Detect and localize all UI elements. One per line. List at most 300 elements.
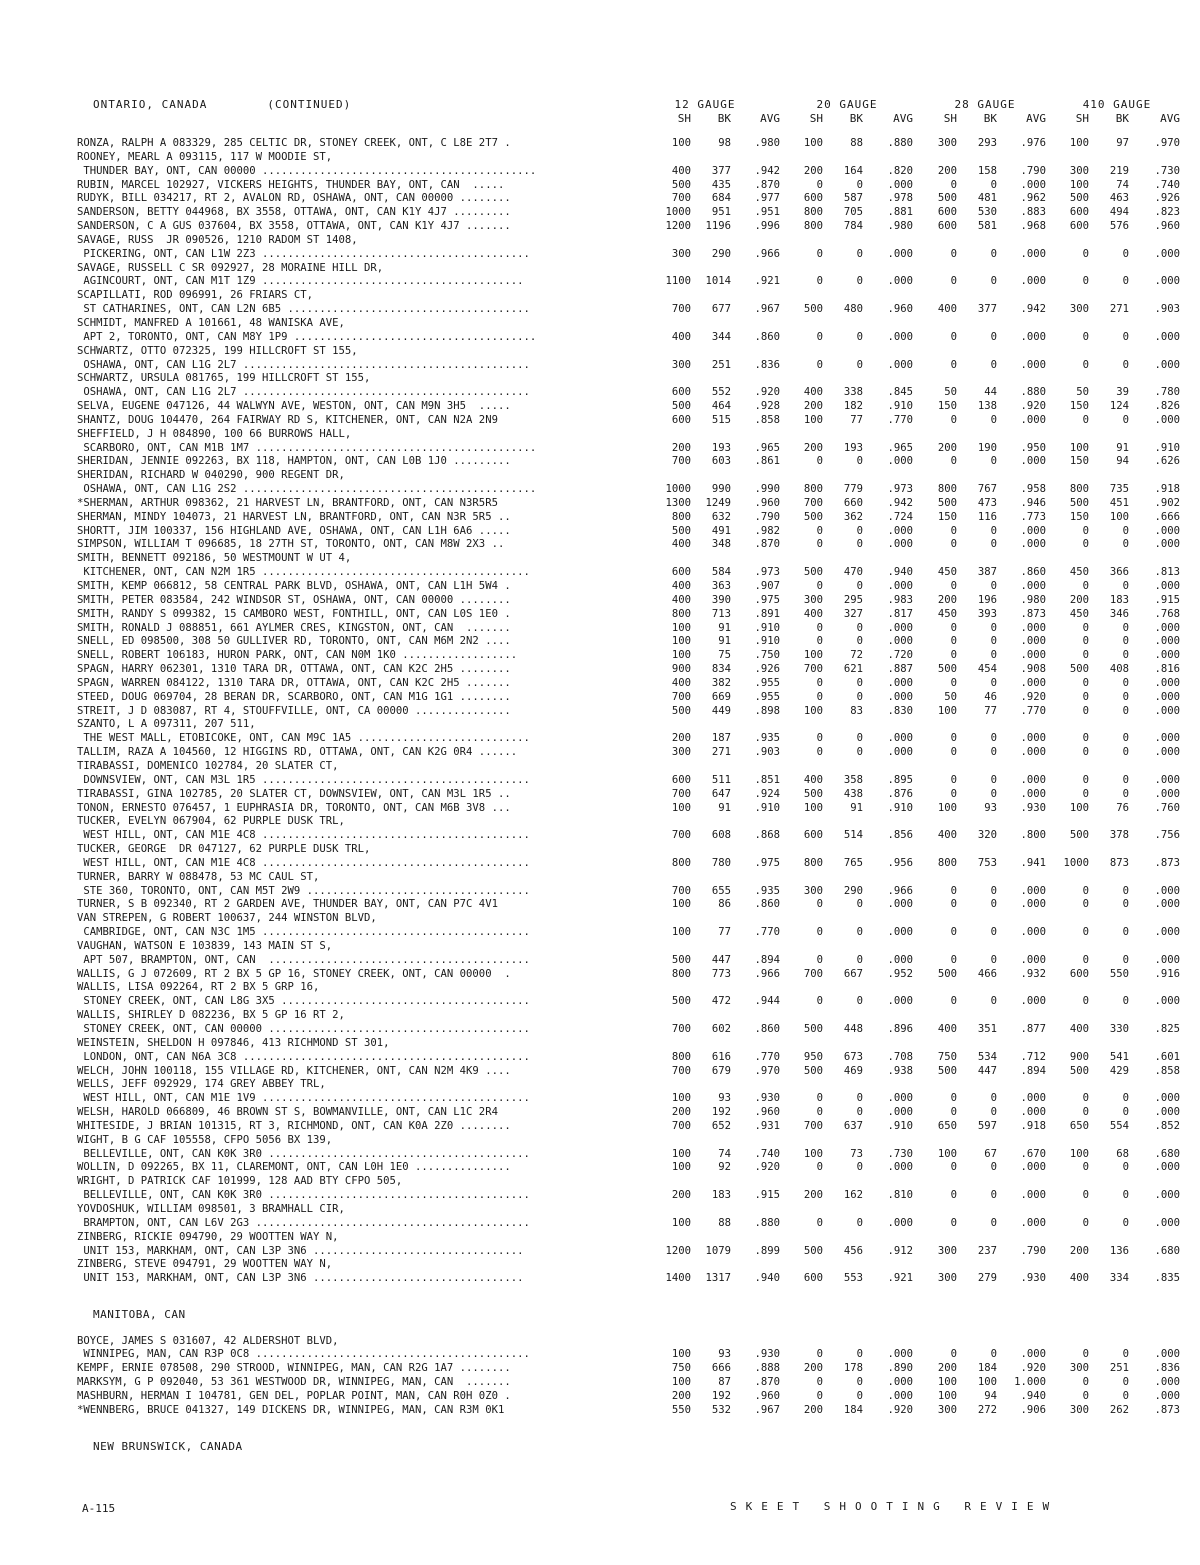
score-cell: .000: [1020, 1348, 1046, 1361]
score-cell: 435: [711, 178, 731, 191]
table-row: [0, 926, 1200, 940]
score-cell: .000: [1154, 538, 1180, 551]
score-cell: 100: [1069, 801, 1089, 814]
score-cell: 92: [718, 1161, 731, 1174]
score-cell: 200: [1069, 593, 1089, 606]
score-cell: .000: [887, 746, 913, 759]
score-cell: .000: [887, 926, 913, 939]
score-cell: .740: [754, 1147, 780, 1160]
score-cell: 100: [671, 137, 691, 149]
score-cell: .000: [1020, 884, 1046, 897]
table-row-name-line: [0, 345, 1200, 359]
shooter-entry-text: TALLIM, RAZA A 104560, 12 HIGGINS RD, OTTAWA, ONT, CAN K2G 0R4 ......: [77, 746, 518, 759]
score-cell: 1400: [665, 1272, 691, 1285]
score-cell: 0: [856, 635, 863, 648]
score-cell: .740: [1154, 178, 1180, 191]
score-cell: 100: [671, 1376, 691, 1389]
score-cell: 94: [1116, 455, 1129, 468]
score-cell: 0: [816, 455, 823, 468]
shooter-entry-text: APT 2, TORONTO, ONT, CAN M8Y 1P9 ......................................: [77, 330, 537, 343]
score-cell: 0: [1122, 995, 1129, 1008]
score-cell: 600: [671, 566, 691, 579]
score-cell: 677: [711, 303, 731, 316]
score-cell: 447: [711, 953, 731, 966]
table-row: [0, 1120, 1200, 1134]
score-cell: .000: [1154, 690, 1180, 703]
score-cell: 200: [803, 441, 823, 454]
shooter-entry-text: TUCKER, EVELYN 067904, 62 PURPLE DUSK TRL,: [77, 815, 345, 828]
table-row: [0, 1106, 1200, 1120]
score-cell: 219: [1109, 164, 1129, 177]
score-cell: .942: [1020, 303, 1046, 316]
region-title: ONTARIO, CANADA: [93, 98, 208, 111]
shooter-entry-text: BOYCE, JAMES S 031607, 42 ALDERSHOT BLVD,: [77, 1334, 339, 1347]
score-cell: .908: [1020, 663, 1046, 676]
column-header-avg: AVG: [1160, 112, 1180, 125]
score-cell: 50: [1076, 386, 1089, 399]
section-title-new-brunswick: NEW BRUNSWICK, CANADA: [93, 1439, 243, 1453]
score-cell: 473: [977, 496, 997, 509]
score-cell: 300: [1069, 1403, 1089, 1416]
score-cell: .860: [754, 330, 780, 343]
score-cell: .000: [1154, 358, 1180, 371]
shooter-entry-text: CAMBRIDGE, ONT, CAN N3C 1M5 ..........................................: [77, 926, 530, 939]
score-cell: 0: [1082, 898, 1089, 911]
score-cell: .902: [1154, 496, 1180, 509]
score-cell: 666: [711, 1362, 731, 1375]
manitoba-shooter-table: [0, 1335, 1200, 1418]
score-cell: .951: [754, 206, 780, 219]
score-cell: .895: [887, 773, 913, 786]
score-cell: 463: [1109, 192, 1129, 205]
score-cell: .816: [1154, 663, 1180, 676]
score-cell: 0: [950, 178, 957, 191]
score-cell: 150: [937, 400, 957, 413]
score-cell: 447: [977, 1064, 997, 1077]
score-cell: .773: [1020, 510, 1046, 523]
score-cell: 334: [1109, 1272, 1129, 1285]
score-cell: 377: [977, 303, 997, 316]
score-cell: .000: [1154, 247, 1180, 260]
score-cell: 75: [718, 649, 731, 662]
score-cell: .910: [1154, 441, 1180, 454]
score-cell: 0: [950, 649, 957, 662]
score-cell: .810: [887, 1189, 913, 1202]
score-cell: 530: [977, 206, 997, 219]
score-cell: .000: [887, 621, 913, 634]
score-cell: 0: [816, 1161, 823, 1174]
score-cell: 800: [671, 607, 691, 620]
score-cell: .730: [887, 1147, 913, 1160]
score-cell: .924: [754, 787, 780, 800]
score-cell: 100: [671, 898, 691, 911]
score-cell: .000: [1154, 1348, 1180, 1361]
score-cell: 500: [671, 178, 691, 191]
score-cell: 0: [1122, 884, 1129, 897]
score-cell: 100: [937, 1389, 957, 1402]
score-cell: .000: [1154, 1216, 1180, 1229]
score-cell: 1014: [705, 275, 731, 288]
score-cell: 300: [937, 1403, 957, 1416]
score-cell: .000: [887, 1216, 913, 1229]
score-cell: .000: [887, 1161, 913, 1174]
score-cell: 0: [990, 649, 997, 662]
score-cell: 400: [803, 386, 823, 399]
score-cell: .968: [1020, 220, 1046, 233]
score-cell: .990: [754, 483, 780, 496]
score-cell: 0: [950, 1106, 957, 1119]
score-cell: 0: [950, 1189, 957, 1202]
score-cell: 1.000: [1014, 1376, 1046, 1389]
score-cell: 68: [1116, 1147, 1129, 1160]
score-cell: 400: [1069, 1023, 1089, 1035]
score-cell: 0: [950, 676, 957, 689]
score-cell: .626: [1154, 455, 1180, 468]
score-cell: 576: [1109, 220, 1129, 233]
score-cell: 300: [671, 746, 691, 759]
score-cell: 196: [977, 593, 997, 606]
score-cell: 100: [671, 649, 691, 662]
score-cell: 700: [671, 1064, 691, 1077]
score-cell: 387: [977, 566, 997, 579]
score-cell: .720: [887, 649, 913, 662]
score-cell: 481: [977, 192, 997, 205]
score-cell: 400: [671, 164, 691, 177]
shooter-entry-text: ZINBERG, RICKIE 094790, 29 WOOTTEN WAY N,: [77, 1230, 339, 1243]
score-cell: 0: [990, 275, 997, 288]
score-cell: 700: [671, 787, 691, 800]
score-cell: .860: [1020, 566, 1046, 579]
score-cell: .823: [1154, 206, 1180, 219]
score-cell: 0: [856, 676, 863, 689]
shooter-entry-text: KEMPF, ERNIE 078508, 290 STROOD, WINNIPEG, MAN, CAN R2G 1A7 ........: [77, 1362, 511, 1375]
shooter-entry-text: SHERIDAN, RICHARD W 040290, 900 REGENT DR,: [77, 469, 345, 482]
score-cell: 100: [671, 1147, 691, 1160]
score-cell: 363: [711, 580, 731, 592]
score-cell: .973: [754, 566, 780, 579]
score-cell: .680: [1154, 1147, 1180, 1160]
score-cell: .870: [754, 1376, 780, 1389]
score-cell: .790: [754, 510, 780, 523]
table-row-name-line: [0, 815, 1200, 829]
score-cell: 91: [850, 801, 863, 814]
score-cell: .926: [1154, 192, 1180, 205]
score-cell: 780: [711, 856, 731, 869]
score-cell: 650: [1069, 1119, 1089, 1132]
score-cell: 514: [843, 829, 863, 842]
section-title-manitoba: MANITOBA, CAN: [93, 1307, 186, 1321]
score-cell: .965: [754, 441, 780, 454]
score-cell: .910: [754, 635, 780, 648]
score-cell: 1079: [705, 1244, 731, 1257]
score-cell: .891: [754, 607, 780, 620]
table-row-name-line: [0, 1231, 1200, 1245]
score-cell: 100: [671, 1161, 691, 1174]
shooter-entry-text: WEINSTEIN, SHELDON H 097846, 413 RICHMOND ST 301,: [77, 1036, 390, 1049]
gauge-heading-12: 12 GAUGE: [674, 98, 736, 111]
score-cell: 0: [1082, 247, 1089, 260]
score-cell: 0: [1082, 358, 1089, 371]
score-cell: .910: [754, 621, 780, 634]
score-cell: .890: [887, 1362, 913, 1375]
shooter-entry-text: SHEFFIELD, J H 084890, 100 66 BURROWS HALL,: [77, 427, 352, 440]
score-cell: 500: [1069, 663, 1089, 676]
score-cell: 500: [671, 953, 691, 966]
score-cell: 0: [816, 330, 823, 343]
score-cell: .980: [1020, 593, 1046, 606]
shooter-entry-text: APT 507, BRAMPTON, ONT, CAN .........................................: [77, 953, 530, 966]
shooter-entry-text: WINNIPEG, MAN, CAN R3P 0C8 ...........................................: [77, 1348, 530, 1361]
score-cell: .931: [754, 1119, 780, 1132]
score-cell: 0: [990, 178, 997, 191]
score-cell: .000: [1020, 676, 1046, 689]
score-cell: .868: [754, 829, 780, 842]
score-cell: .000: [887, 1376, 913, 1389]
score-cell: 187: [711, 732, 731, 745]
score-cell: 655: [711, 884, 731, 897]
table-row: [0, 663, 1200, 677]
score-cell: 100: [803, 413, 823, 426]
score-cell: .724: [887, 510, 913, 523]
score-cell: 765: [843, 856, 863, 869]
score-cell: 200: [803, 1403, 823, 1416]
score-cell: 500: [937, 967, 957, 980]
score-cell: 500: [1069, 829, 1089, 842]
shooter-entry-text: STREIT, J D 083087, RT 4, STOUFFVILLE, ONT, CA 00000 ...............: [77, 704, 511, 717]
score-cell: 150: [1069, 510, 1089, 523]
score-cell: 0: [856, 1161, 863, 1174]
shooter-entry-text: STONEY CREEK, ONT, CAN 00000 .........................................: [77, 1023, 530, 1035]
score-cell: 652: [711, 1119, 731, 1132]
score-cell: 0: [856, 1348, 863, 1361]
publication-name: SKEET SHOOTING REVIEW: [730, 1500, 1059, 1513]
score-cell: 713: [711, 607, 731, 620]
score-cell: .851: [754, 773, 780, 786]
score-cell: 0: [950, 358, 957, 371]
table-row: [0, 206, 1200, 220]
score-cell: .000: [887, 1106, 913, 1119]
score-cell: 362: [843, 510, 863, 523]
score-cell: .000: [1020, 524, 1046, 537]
score-cell: .973: [887, 483, 913, 496]
table-row: [0, 649, 1200, 663]
score-cell: 346: [1109, 607, 1129, 620]
score-cell: 200: [937, 164, 957, 177]
score-cell: 621: [843, 663, 863, 676]
table-row: [0, 1348, 1200, 1362]
score-cell: 603: [711, 455, 731, 468]
score-cell: 500: [803, 1064, 823, 1077]
score-cell: .000: [1020, 787, 1046, 800]
score-cell: 0: [816, 358, 823, 371]
score-cell: 650: [937, 1119, 957, 1132]
score-cell: 272: [977, 1403, 997, 1416]
score-cell: .000: [1154, 1161, 1180, 1174]
score-cell: 950: [803, 1050, 823, 1063]
score-cell: .965: [887, 441, 913, 454]
shooter-entry-text: UNIT 153, MARKHAM, ONT, CAN L3P 3N6 .................................: [77, 1272, 524, 1285]
score-cell: 100: [1069, 1147, 1089, 1160]
shooter-entry-text: SAVAGE, RUSS JR 090526, 1210 RADOM ST 1408,: [77, 233, 358, 246]
score-cell: 0: [816, 1389, 823, 1402]
score-cell: 0: [1082, 732, 1089, 745]
table-row: [0, 359, 1200, 373]
score-cell: 290: [843, 884, 863, 897]
score-cell: 100: [803, 137, 823, 149]
score-cell: .852: [1154, 1119, 1180, 1132]
score-cell: 150: [1069, 455, 1089, 468]
score-cell: 767: [977, 483, 997, 496]
score-cell: 0: [816, 621, 823, 634]
table-row: [0, 1217, 1200, 1231]
shooter-entry-text: WEST HILL, ONT, CAN M1E 1V9 ..........................................: [77, 1092, 530, 1105]
shooter-entry-text: BELLEVILLE, ONT, CAN K0K 3R0 .........................................: [77, 1147, 530, 1160]
score-cell: 0: [816, 1092, 823, 1105]
score-cell: 300: [1069, 1362, 1089, 1375]
score-cell: 100: [803, 1147, 823, 1160]
score-cell: 100: [671, 1216, 691, 1229]
table-row: [0, 414, 1200, 428]
score-cell: .000: [887, 1092, 913, 1105]
score-cell: .894: [1020, 1064, 1046, 1077]
score-cell: .000: [1154, 275, 1180, 288]
score-cell: 77: [984, 704, 997, 717]
score-cell: 290: [711, 247, 731, 260]
score-cell: 0: [990, 1216, 997, 1229]
score-cell: .935: [754, 884, 780, 897]
score-cell: 100: [671, 635, 691, 648]
score-cell: .000: [1020, 649, 1046, 662]
score-cell: 700: [671, 884, 691, 897]
score-cell: 0: [950, 926, 957, 939]
column-header-bk: BK: [983, 112, 997, 125]
table-row: [0, 1065, 1200, 1079]
score-cell: 552: [711, 386, 731, 399]
table-row: [0, 608, 1200, 622]
score-cell: 587: [843, 192, 863, 205]
score-cell: .966: [887, 884, 913, 897]
score-cell: 0: [1082, 275, 1089, 288]
score-cell: 200: [937, 593, 957, 606]
score-cell: 0: [990, 358, 997, 371]
score-cell: .903: [1154, 303, 1180, 316]
shooter-entry-text: SAVAGE, RUSSELL C SR 092927, 28 MORAINE HILL DR,: [77, 261, 384, 274]
score-cell: 98: [718, 137, 731, 149]
score-cell: .000: [1020, 1106, 1046, 1119]
score-cell: 400: [937, 829, 957, 842]
score-cell: 0: [856, 690, 863, 703]
table-row: [0, 1161, 1200, 1175]
score-cell: 0: [1122, 275, 1129, 288]
table-row: [0, 1189, 1200, 1203]
column-header-bk: BK: [849, 112, 863, 125]
score-cell: .712: [1020, 1050, 1046, 1063]
score-cell: 366: [1109, 566, 1129, 579]
score-cell: 100: [803, 801, 823, 814]
score-cell: 0: [990, 953, 997, 966]
shooter-entry-text: SIMPSON, WILLIAM T 096685, 18 27TH ST, TORONTO, ONT, CAN M8W 2X3 ..: [77, 538, 505, 551]
score-cell: 0: [950, 995, 957, 1008]
score-cell: .906: [1020, 1403, 1046, 1416]
score-cell: 700: [803, 967, 823, 980]
score-cell: 454: [977, 663, 997, 676]
score-cell: .000: [887, 676, 913, 689]
score-cell: 429: [1109, 1064, 1129, 1077]
score-cell: 0: [1122, 787, 1129, 800]
score-cell: 0: [990, 1092, 997, 1105]
score-cell: .000: [1154, 330, 1180, 343]
score-cell: 500: [803, 787, 823, 800]
score-cell: .928: [754, 400, 780, 413]
score-cell: 900: [671, 663, 691, 676]
score-cell: 0: [1122, 1106, 1129, 1119]
table-row: [0, 1272, 1200, 1286]
gauge-heading-410: 410 GAUGE: [1082, 98, 1152, 111]
score-cell: 0: [816, 690, 823, 703]
score-cell: 300: [671, 247, 691, 260]
score-cell: 100: [937, 801, 957, 814]
score-cell: .817: [887, 607, 913, 620]
score-cell: .858: [1154, 1064, 1180, 1077]
score-cell: .000: [1154, 1092, 1180, 1105]
shooter-entry-text: WALLIS, LISA 092264, RT 2 BX 5 GRP 16,: [77, 981, 320, 994]
score-cell: .000: [1154, 787, 1180, 800]
score-cell: 400: [671, 330, 691, 343]
table-row-name-line: [0, 372, 1200, 386]
score-cell: .000: [1020, 732, 1046, 745]
score-cell: 667: [843, 967, 863, 980]
score-cell: 72: [850, 649, 863, 662]
score-cell: .000: [1154, 580, 1180, 592]
score-cell: .858: [754, 413, 780, 426]
score-cell: 0: [1082, 926, 1089, 939]
score-cell: 0: [950, 330, 957, 343]
score-cell: .920: [1020, 1362, 1046, 1375]
table-row: [0, 220, 1200, 234]
score-cell: 0: [990, 621, 997, 634]
shooter-entry-text: TURNER, S B 092340, RT 2 GARDEN AVE, THUNDER BAY, ONT, CAN P7C 4V1: [77, 898, 498, 911]
table-row-name-line: [0, 289, 1200, 303]
score-cell: 0: [990, 746, 997, 759]
score-cell: 0: [1082, 538, 1089, 551]
score-cell: .825: [1154, 1023, 1180, 1035]
score-cell: .000: [1154, 732, 1180, 745]
score-cell: .000: [1154, 1389, 1180, 1402]
score-cell: 338: [843, 386, 863, 399]
score-cell: 500: [803, 1244, 823, 1257]
table-row-name-line: [0, 552, 1200, 566]
score-cell: 300: [1069, 303, 1089, 316]
shooter-entry-text: SCHWARTZ, URSULA 081765, 199 HILLCROFT ST 155,: [77, 372, 371, 385]
score-cell: 183: [1109, 593, 1129, 606]
score-cell: .996: [754, 220, 780, 233]
score-cell: 116: [977, 510, 997, 523]
page-number: A-115: [82, 1502, 116, 1515]
score-cell: 358: [843, 773, 863, 786]
score-cell: 400: [803, 773, 823, 786]
table-row: [0, 525, 1200, 539]
score-cell: 0: [1122, 1161, 1129, 1174]
score-cell: 0: [1082, 746, 1089, 759]
shooter-entry-text: VAN STREPEN, G ROBERT 100637, 244 WINSTON BLVD,: [77, 912, 377, 925]
score-cell: 0: [856, 995, 863, 1008]
score-cell: .930: [754, 1348, 780, 1361]
score-cell: 100: [671, 801, 691, 814]
score-cell: 0: [1082, 621, 1089, 634]
score-cell: 0: [1122, 330, 1129, 343]
table-row: [0, 331, 1200, 345]
score-cell: 616: [711, 1050, 731, 1063]
